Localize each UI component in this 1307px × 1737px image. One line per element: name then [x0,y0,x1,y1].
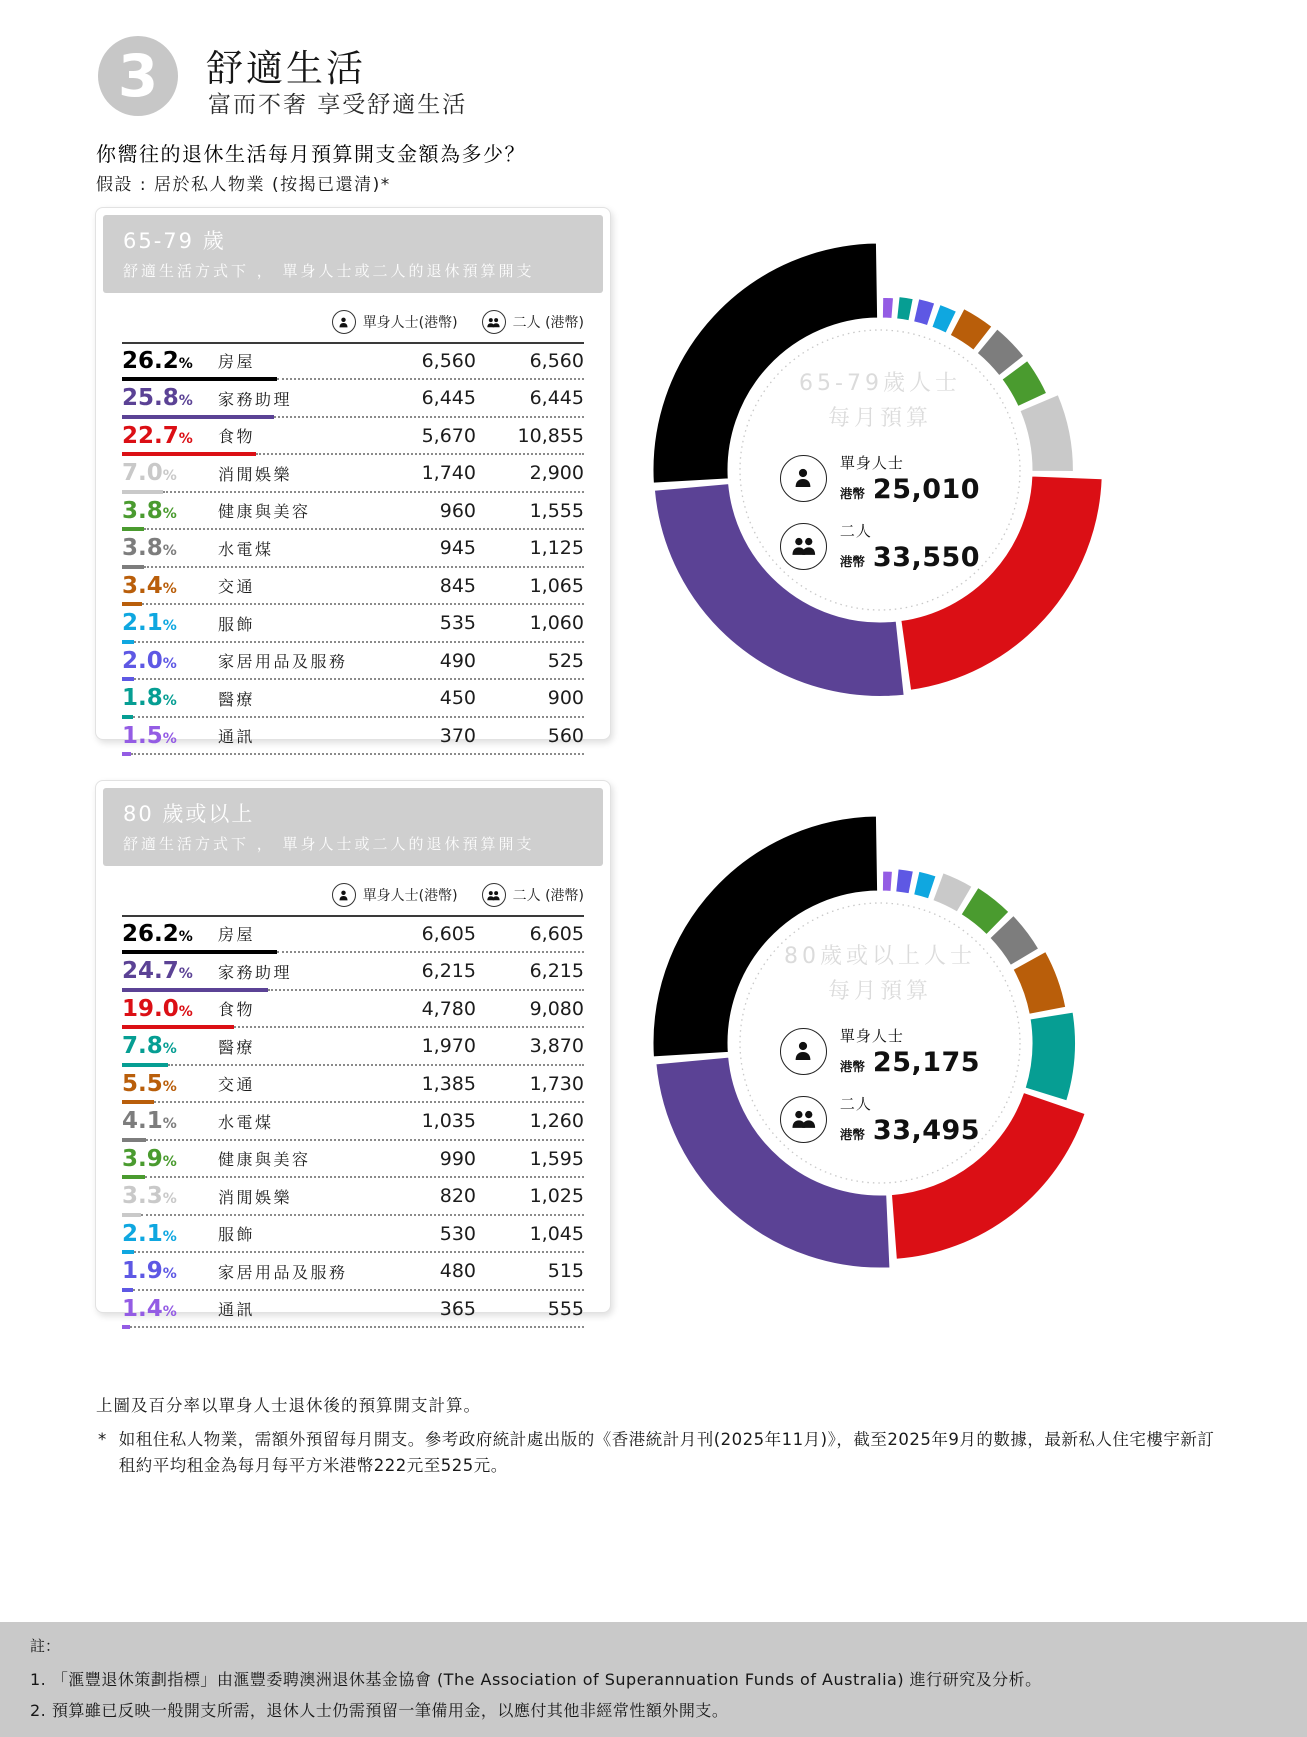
row-percentage-value: 3.9 [122,1145,163,1172]
panel-section [0,780,1307,1322]
remark-2: 2. 預算雖已反映一般開支所需，退休人士仍需預留一筆備用金，以應付其他非經常性額外開支。 [30,1701,729,1720]
row-percentage [122,460,218,486]
row-single-value: 490 [439,649,476,672]
budget-couple-amount: 33,495 [872,1114,981,1146]
row-color-bar [122,988,268,992]
table-row [122,1105,584,1138]
table-row [122,457,584,490]
row-couple-value: 1,555 [529,499,584,522]
row-color-bar [122,490,163,494]
row-couple-value: 1,025 [529,1185,584,1207]
row-percentage [122,573,218,599]
donut-segment [897,297,914,321]
row-color-bar [122,1325,130,1329]
budget-single-amount: 25,175 [872,1046,981,1078]
column-headers [96,873,610,915]
row-color-bar [122,565,144,569]
row-category: 通訊 [218,1300,256,1319]
table-row [122,955,584,988]
row-dotted-line [256,453,584,455]
table-row [122,382,584,415]
row-dotted-line [130,1326,584,1328]
donut-center-title-line2: 每月預算 [827,978,932,1004]
row-single-value: 845 [439,574,476,597]
panel-age-title: 65-79 歲 [123,229,226,253]
percent-sign: % [162,693,177,709]
row-couple-value: 1,045 [529,1222,584,1245]
row-couple-value: 6,215 [529,960,584,982]
table-row [122,494,584,527]
row-couple-value: 10,855 [517,424,584,447]
question-text: 你嚮往的退休生活每月預算開支金額為多少？ [96,142,526,166]
donut-center [731,894,1029,1192]
column-header-couple-label: 二人 (港幣) [512,888,584,904]
donut-segment [1025,1012,1075,1101]
budget-single-text [840,1025,980,1078]
table-row [122,992,584,1025]
row-single-value: 1,385 [421,1072,476,1095]
row-percentage-value: 7.8 [122,1033,163,1059]
person-icon [337,316,350,329]
percent-sign: % [162,1191,177,1207]
row-single-value: 1,035 [421,1110,476,1132]
column-header-single [332,883,458,907]
table-row [122,607,584,640]
row-separator [122,1325,584,1330]
budget-single-amount-line [840,474,980,505]
row-color-bar [122,1175,145,1179]
currency-label: 港幣 [839,553,865,569]
column-header-single-label: 單身人士(港幣) [362,315,458,331]
panel-header [103,788,603,866]
row-dotted-line [145,1176,584,1178]
row-single-value: 6,560 [421,349,476,372]
row-couple-value: 1,125 [529,537,584,559]
row-couple-value: 1,260 [529,1110,584,1132]
row-color-bar [122,752,131,756]
row-dotted-line [234,1026,584,1028]
row-color-bar [122,715,133,719]
row-color-bar [122,677,134,681]
row-category: 家務助理 [218,962,293,982]
percent-sign: % [162,1078,177,1095]
table-row [122,682,584,715]
row-percentage [122,423,218,449]
row-color-bar [122,1213,141,1217]
table-row [122,1180,584,1213]
row-percentage-value: 1.4 [122,1295,163,1322]
remarks-section [0,1622,1307,1737]
panel-section [0,207,1307,749]
row-couple-value: 560 [547,724,584,747]
budget-summary [780,452,980,573]
row-percentage [122,723,218,749]
footnote-rental [98,1427,1228,1480]
row-percentage [122,921,218,947]
row-percentage-value: 3.4 [122,572,163,599]
row-category: 通訊 [218,727,256,746]
column-header-single-label: 單身人士(港幣) [362,888,458,904]
row-color-bar [122,1288,133,1292]
expense-table [122,915,584,1330]
row-percentage-value: 3.3 [122,1183,163,1209]
budget-couple [780,520,980,573]
table-row [122,719,584,752]
row-percentage-value: 26.2 [122,920,179,947]
row-percentage [122,1033,218,1059]
row-percentage-value: 22.7 [122,422,179,449]
row-category: 房屋 [218,352,256,371]
assumption-text: 假設 : 居於私人物業 (按揭已還清)* [96,175,391,195]
row-percentage [122,1146,218,1172]
row-couple-value: 9,080 [529,997,584,1020]
table-row [122,569,584,602]
row-percentage [122,385,218,411]
row-category: 家居用品及服務 [218,1262,348,1282]
couple-icon [790,1107,818,1131]
row-single-value: 1,740 [421,462,476,484]
row-percentage-value: 3.8 [122,497,163,524]
row-single-value: 945 [439,537,476,559]
percent-sign: % [162,730,177,747]
row-couple-value: 1,065 [529,574,584,597]
percent-sign: % [162,468,177,484]
row-couple-value: 6,560 [529,349,584,372]
row-category: 醫療 [218,1037,256,1057]
row-single-value: 365 [439,1297,476,1320]
row-dotted-line [168,1064,584,1066]
currency-label: 港幣 [839,485,865,501]
row-category: 交通 [218,1075,256,1094]
row-color-bar [122,1100,154,1104]
row-dotted-line [134,1251,584,1253]
row-percentage-value: 24.7 [122,958,179,984]
row-color-bar [122,1138,146,1142]
table-row [122,1067,584,1100]
expense-card [95,780,611,1322]
row-percentage-value: 19.0 [122,995,179,1022]
row-single-value: 370 [439,724,476,747]
row-couple-value: 3,870 [529,1035,584,1057]
row-percentage-value: 7.0 [122,460,163,486]
budget-couple-text [840,520,980,573]
row-color-bar [122,452,256,456]
row-dotted-line [134,641,584,643]
budget-couple [780,1093,980,1146]
row-dotted-line [163,491,584,493]
row-couple-value: 1,060 [529,612,584,634]
budget-couple-label: 二人 [839,1094,872,1113]
row-dotted-line [133,1289,584,1291]
person-icon-badge [332,883,356,907]
column-header-couple [482,883,584,907]
budget-couple-text [840,1093,980,1146]
page-subtitle: 富而不奢 享受舒適生活 [208,92,468,118]
row-percentage [122,685,218,711]
person-icon-circle [780,1028,827,1075]
row-color-bar [122,1250,134,1254]
row-couple-value: 525 [547,649,584,672]
percent-sign: % [178,1003,193,1020]
panel-age-subtitle: 舒適生活方式下 ， 單身人士或二人的退休預算開支 [123,262,535,280]
percent-sign: % [162,505,177,522]
row-category: 食物 [218,427,256,446]
budget-couple-amount: 33,550 [872,541,981,573]
row-single-value: 6,215 [421,960,476,982]
row-percentage-value: 1.8 [122,685,163,711]
donut-center [731,321,1029,619]
person-icon [791,466,815,490]
percent-sign: % [162,580,177,597]
row-dotted-line [277,951,584,953]
budget-single [780,1025,980,1078]
row-dotted-line [144,566,584,568]
row-color-bar [122,602,142,606]
row-couple-value: 6,445 [529,387,584,409]
asterisk-mark: * [98,1430,107,1449]
row-dotted-line [277,378,584,380]
row-dotted-line [141,1214,584,1216]
percent-sign: % [162,618,177,634]
row-category: 健康與美容 [218,1150,311,1169]
row-percentage-value: 2.0 [122,647,163,674]
column-header-single [332,310,458,334]
budget-couple-amount-line [840,1115,980,1146]
table-row [122,1292,584,1325]
row-color-bar [122,950,277,954]
percent-sign: % [178,966,193,982]
row-percentage-value: 2.1 [122,1220,163,1247]
donut-segment [882,871,892,891]
row-category: 交通 [218,577,256,596]
row-couple-value: 1,730 [529,1072,584,1095]
row-percentage [122,1296,218,1322]
budget-single [780,452,980,505]
row-single-value: 820 [439,1185,476,1207]
row-category: 家居用品及服務 [218,652,348,671]
row-category: 服飾 [218,614,256,634]
percent-sign: % [162,1266,177,1282]
budget-single-amount-line [840,1047,980,1078]
row-category: 房屋 [218,925,256,944]
donut-center-title-line1: 80歲或以上人士 [784,944,976,970]
donut-center-title [784,940,976,1008]
row-dotted-line [144,528,584,530]
expense-table [122,342,584,757]
row-category: 食物 [218,1000,256,1019]
couple-icon-badge [482,310,506,334]
person-icon [791,1039,815,1063]
table-row [122,419,584,452]
row-category: 醫療 [218,689,256,709]
percent-sign: % [178,430,193,447]
row-percentage [122,1071,218,1097]
row-dotted-line [133,716,584,718]
table-row [122,532,584,565]
panel-age-subtitle: 舒適生活方式下 ， 單身人士或二人的退休預算開支 [123,835,535,853]
row-percentage-value: 25.8 [122,385,179,411]
step-number: 3 [117,42,159,110]
percent-sign: % [162,1116,177,1132]
page-title: 舒適生活 [206,47,366,90]
budget-single-text [840,452,980,505]
row-percentage [122,498,218,524]
donut-center-title-line1: 65-79歲人士 [799,371,961,397]
row-percentage [122,1183,218,1209]
row-category: 消閒娛樂 [218,1187,293,1207]
row-color-bar [122,415,274,419]
person-icon-badge [332,310,356,334]
row-percentage [122,1108,218,1134]
donut-center-title-line2: 每月預算 [827,405,932,431]
row-percentage-value: 1.9 [122,1258,163,1284]
row-couple-value: 515 [547,1260,584,1282]
person-icon [337,889,350,902]
currency-label: 港幣 [839,1058,865,1074]
couple-icon-badge [482,883,506,907]
couple-icon [790,534,818,558]
table-row [122,644,584,677]
row-color-bar [122,1063,168,1067]
couple-icon [486,316,501,329]
row-single-value: 530 [439,1222,476,1245]
row-single-value: 990 [439,1147,476,1170]
row-dotted-line [131,753,584,755]
percent-sign: % [178,393,193,409]
percent-sign: % [162,1153,177,1170]
couple-icon-circle [780,523,827,570]
couple-icon-circle [780,1096,827,1143]
row-percentage [122,535,218,561]
expense-card [95,207,611,749]
row-percentage-value: 3.8 [122,535,163,561]
row-single-value: 1,970 [421,1035,476,1057]
row-single-value: 960 [439,499,476,522]
remark-1: 1. 「滙豐退休策劃指標」由滙豐委聘澳洲退休基金協會 (The Association of Superannuation Funds of Australia) 進行研究及分析。 [30,1670,1042,1689]
row-percentage-value: 26.2 [122,347,179,374]
row-percentage [122,648,218,674]
row-percentage [122,610,218,636]
footnote-rental-text: 如租住私人物業，需額外預留每月開支。參考政府統計處出版的《香港統計月刊(2025年11月)》，截至2025年9月的數據，最新私人住宅樓宇新訂租約平均租金為每月每平方米港幣222元至525元。 [118,1430,1215,1476]
table-row [122,344,584,377]
row-single-value: 535 [439,612,476,634]
table-row [122,917,584,950]
row-percentage [122,996,218,1022]
percent-sign: % [162,1041,177,1057]
row-couple-value: 2,900 [529,462,584,484]
panel-header [103,215,603,293]
step-number-badge [98,36,178,116]
row-dotted-line [142,603,584,605]
row-single-value: 480 [439,1260,476,1282]
budget-summary [780,1025,980,1146]
row-percentage-value: 1.5 [122,722,163,749]
row-category: 水電煤 [218,1112,274,1132]
budget-single-amount: 25,010 [872,473,981,505]
row-color-bar [122,377,277,381]
row-percentage-value: 4.1 [122,1108,163,1134]
row-couple-value: 1,595 [529,1147,584,1170]
percent-sign: % [162,543,177,559]
percent-sign: % [178,355,193,372]
currency-label: 港幣 [839,1126,865,1142]
row-single-value: 6,445 [421,387,476,409]
row-couple-value: 555 [547,1297,584,1320]
row-color-bar [122,640,134,644]
panel-age-title: 80 歲或以上 [123,802,255,826]
percent-sign: % [178,928,193,945]
donut-segment [882,297,893,318]
budget-single-label: 單身人士 [839,453,904,472]
row-single-value: 4,780 [421,997,476,1020]
table-row [122,1255,584,1288]
row-color-bar [122,527,144,531]
row-couple-value: 6,605 [529,922,584,945]
couple-icon [486,889,501,902]
column-header-couple-label: 二人 (港幣) [512,315,584,331]
budget-couple-amount-line [840,542,980,573]
table-row [122,1217,584,1250]
column-header-couple [482,310,584,334]
column-headers [96,300,610,342]
row-dotted-line [134,678,584,680]
donut-segment [896,869,914,894]
row-color-bar [122,1025,234,1029]
row-category: 水電煤 [218,539,274,559]
row-dotted-line [274,416,584,418]
budget-single-label: 單身人士 [839,1026,904,1045]
row-percentage [122,1258,218,1284]
row-single-value: 6,605 [421,922,476,945]
row-dotted-line [154,1101,584,1103]
table-row [122,1030,584,1063]
budget-couple-label: 二人 [839,521,872,540]
row-couple-value: 900 [547,687,584,709]
row-single-value: 450 [439,687,476,709]
person-icon-circle [780,455,827,502]
percent-sign: % [162,1303,177,1320]
row-percentage-value: 5.5 [122,1070,163,1097]
row-single-value: 5,670 [421,424,476,447]
row-separator [122,752,584,757]
row-category: 服飾 [218,1225,256,1244]
donut-center-title [799,367,961,435]
row-percentage [122,958,218,984]
row-category: 家務助理 [218,389,293,409]
remarks-title: 註： [30,1637,61,1655]
row-category: 健康與美容 [218,502,311,521]
table-row [122,1142,584,1175]
row-percentage [122,348,218,374]
footnote-main: 上圖及百分率以單身人士退休後的預算開支計算。 [96,1396,481,1415]
percent-sign: % [162,655,177,672]
percent-sign: % [162,1228,177,1245]
row-percentage [122,1221,218,1247]
row-percentage-value: 2.1 [122,610,163,636]
row-dotted-line [146,1139,584,1141]
row-category: 消閒娛樂 [218,464,293,484]
row-dotted-line [268,989,584,991]
